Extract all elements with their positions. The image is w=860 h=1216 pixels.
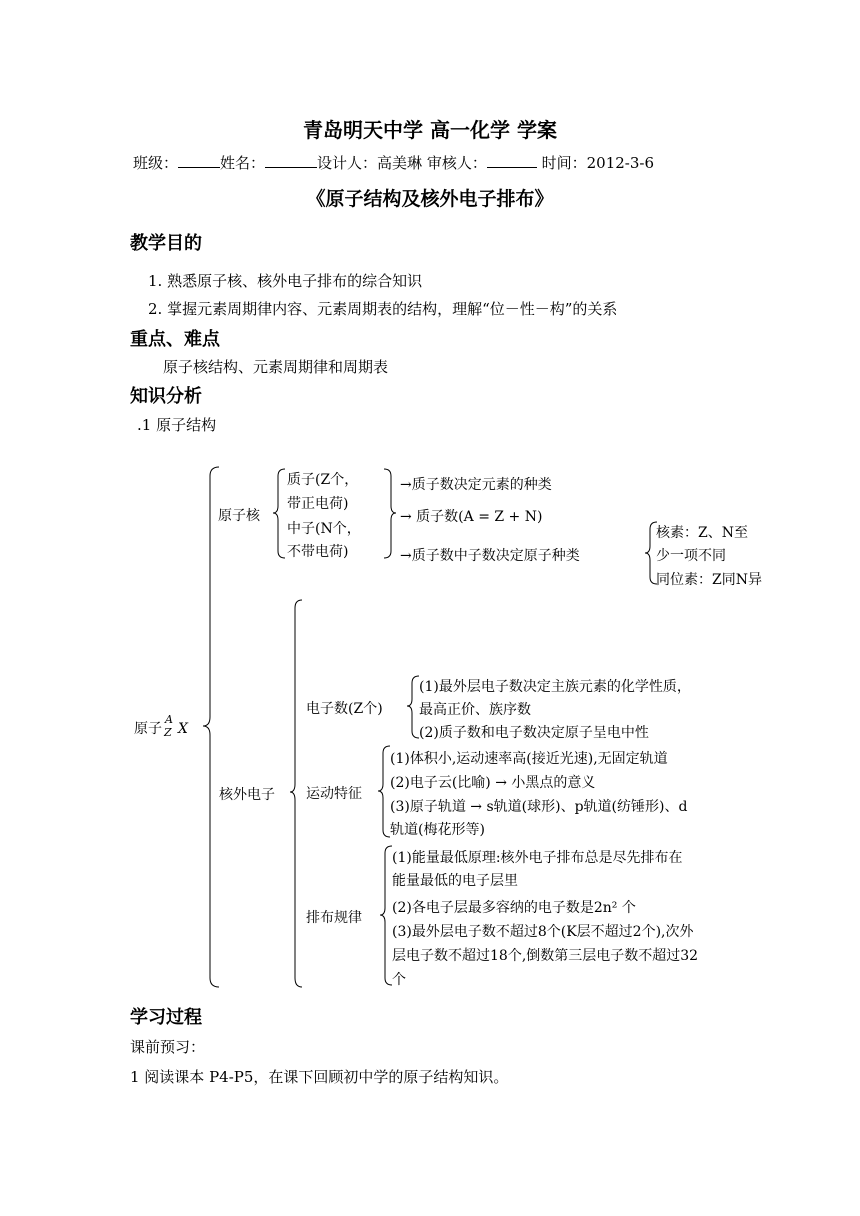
- brace-nucleus: [273, 469, 285, 558]
- brace-electron-count: [407, 676, 419, 738]
- electron-count-item-3: (2)质子数和电子数决定原子呈电中性: [419, 725, 649, 741]
- brace-root: [203, 467, 219, 987]
- mass-number: A: [165, 713, 173, 726]
- preview-item-1: 1 阅读课本 P4-P5，在课下回顾初中学的原子结构知识。: [130, 1068, 509, 1086]
- root-label: [134, 713, 188, 739]
- topic-title: 《原子结构及核外电子排布》: [306, 188, 554, 210]
- nucleus-label: 原子核: [218, 508, 260, 524]
- motion-label: 运动特征: [306, 786, 362, 802]
- process-heading: 学习过程: [130, 1007, 202, 1028]
- motion-item-4: 轨道(梅花形等): [390, 822, 485, 838]
- brace-rules: [384, 469, 396, 558]
- nuclide-line-2: 少一项不同: [656, 548, 726, 564]
- proton-line-1: 质子(Z个，: [287, 472, 359, 488]
- atomic-number: Z: [164, 726, 172, 739]
- nuclide-line-1: 核素：Z、N至: [656, 525, 748, 541]
- arrangement-item-2: 能量最低的电子层里: [392, 873, 518, 889]
- neutron-line-2: 不带电荷): [287, 544, 349, 560]
- arrangement-item-6: 个: [392, 972, 406, 988]
- analysis-heading: 知识分析: [130, 386, 202, 407]
- objectives-heading: 教学目的: [130, 233, 202, 254]
- element-symbol: X: [178, 721, 188, 737]
- electron-count-item-2: 最高正价、族序数: [419, 702, 531, 718]
- brace-arrangement: [380, 846, 392, 985]
- analysis-subheading: .1 原子结构: [137, 416, 217, 434]
- focus-heading: 重点、难点: [130, 329, 220, 350]
- arrangement-item-3: (2)各电子层最多容纳的电子数是2n² 个: [392, 900, 636, 916]
- electrons-label: 核外电子: [219, 787, 275, 803]
- time-label: 时间：2012-3-6: [541, 154, 655, 172]
- arrangement-item-1: (1)能量最低原理:核外电子排布总是尽先排布在: [392, 850, 683, 866]
- brace-electrons: [290, 600, 302, 987]
- reviewer-label: 审核人：: [426, 154, 487, 172]
- isotope-line: 同位素：Z同N异: [656, 572, 762, 588]
- brace-motion: [378, 746, 390, 837]
- motion-item-1: (1)体积小,运动速率高(接近光速),无固定轨道: [390, 751, 668, 767]
- designer-label: 设计人：高美琳: [317, 154, 423, 172]
- rule-element-type: →质子数决定元素的种类: [400, 477, 552, 493]
- arrangement-item-5: 层电子数不超过18个,倒数第三层电子数不超过32: [392, 948, 699, 964]
- rule-atom-type: →质子数中子数决定原子种类: [400, 548, 580, 564]
- focus-text: 原子核结构、元素周期律和周期表: [163, 358, 389, 376]
- name-label: 姓名：: [220, 154, 266, 172]
- motion-item-3: (3)原子轨道 → s轨道(球形)、p轨道(纺锤形)、d: [390, 799, 688, 815]
- neutron-line-1: 中子(N个，: [287, 521, 361, 537]
- page-title: 青岛明天中学 高一化学 学案: [303, 118, 557, 142]
- objective-1: 1. 熟悉原子核、核外电子排布的综合知识: [148, 272, 423, 290]
- arrangement-label: 排布规律: [306, 910, 362, 926]
- root-text: 原子: [134, 721, 162, 737]
- class-label: 班级：: [133, 154, 179, 172]
- objective-2: 2. 掌握元素周期律内容、元素周期表的结构，理解“位－性－构”的关系: [148, 300, 618, 318]
- motion-item-2: (2)电子云(比喻) → 小黑点的意义: [390, 775, 596, 791]
- proton-line-2: 带正电荷): [287, 496, 349, 512]
- electron-count-item-1: (1)最外层电子数决定主族元素的化学性质，: [419, 679, 691, 695]
- rule-mass-number: → 质子数(A = Z + N): [400, 509, 543, 525]
- electron-count-label: 电子数(Z个): [306, 701, 383, 717]
- preview-label: 课前预习：: [130, 1038, 206, 1056]
- arrangement-item-4: (3)最外层电子数不超过8个(K层不超过2个),次外: [392, 924, 694, 940]
